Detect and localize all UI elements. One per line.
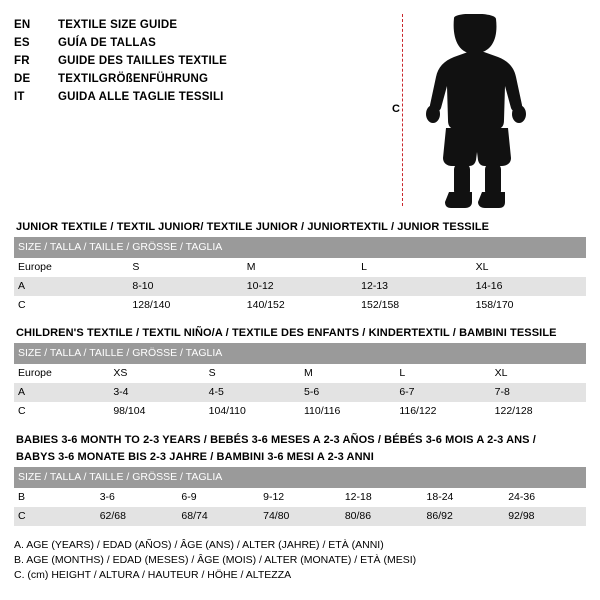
language-code: DE [14, 73, 31, 85]
section-childrens-textile [14, 327, 586, 421]
table-row [14, 402, 586, 421]
table-header-label: SIZE / TALLA / TAILLE / GRÖSSE / TAGLIA [14, 237, 586, 258]
height-measure-label: C [392, 103, 400, 115]
legend-item-age-years: A. AGE (YEARS) / EDAD (AÑOS) / ÂGE (ANS) / ALTER (JAHRE) / ETÀ (ANNI) [14, 539, 384, 551]
table-header-label: SIZE / TALLA / TAILLE / GRÖSSE / TAGLIA [14, 467, 586, 488]
section-junior-textile [14, 221, 586, 315]
row-label: A [14, 383, 109, 402]
cell: 110/116 [300, 402, 395, 421]
cell: 8-10 [128, 277, 242, 296]
language-code: IT [14, 91, 25, 103]
legend-item-age-months: B. AGE (MONTHS) / EDAD (MESES) / ÂGE (MOIS) / ALTER (MONATE) / ETÀ (MESI) [14, 554, 417, 566]
section-title: JUNIOR TEXTILE / TEXTIL JUNIOR/ TEXTILE JUNIOR / JUNIORTEXTIL / JUNIOR TESSILE [16, 221, 490, 233]
height-measure-dashed-line [402, 14, 403, 206]
language-code: FR [14, 55, 30, 67]
table-header-row [14, 237, 586, 258]
section-title-line-1: BABIES 3-6 MONTH TO 2-3 YEARS / BEBÉS 3-6 MESES A 2-3 AÑOS / BÉBÉS 3-6 MOIS A 2-3 ANS / [16, 434, 536, 446]
table-row [14, 383, 586, 402]
language-title: TEXTILGRÖßENFÜHRUNG [58, 73, 209, 85]
language-title: GUIDA ALLE TAGLIE TESSILI [58, 91, 224, 103]
cell: 98/104 [109, 402, 204, 421]
cell: 122/128 [491, 402, 586, 421]
table-row [14, 507, 586, 526]
cell: 6-7 [395, 383, 490, 402]
section-title: CHILDREN'S TEXTILE / TEXTIL NIÑO/A / TEXTILE DES ENFANTS / KINDERTEXTIL / BAMBINI TESSILE [16, 327, 557, 339]
language-code: EN [14, 19, 31, 31]
cell: 3-6 [96, 488, 178, 507]
cell: 12-18 [341, 488, 423, 507]
language-title-list [14, 14, 227, 106]
header [14, 14, 586, 209]
cell: 24-36 [504, 488, 586, 507]
size-tables [14, 221, 586, 526]
table-row [14, 364, 586, 383]
table-row [14, 277, 586, 296]
toddler-silhouette-icon [418, 14, 538, 209]
cell: L [357, 258, 471, 277]
cell: 62/68 [96, 507, 178, 526]
language-title: TEXTILE SIZE GUIDE [58, 19, 178, 31]
row-label: C [14, 296, 128, 315]
section-title-line-2: BABYS 3-6 MONATE BIS 2-3 JAHRE / BAMBINI 3-6 MESI A 2-3 ANNI [16, 451, 374, 463]
cell: XL [472, 258, 586, 277]
table-row [14, 488, 586, 507]
junior-size-table [14, 237, 586, 315]
cell: 5-6 [300, 383, 395, 402]
language-code: ES [14, 37, 30, 49]
cell: 9-12 [259, 488, 341, 507]
cell: 140/152 [243, 296, 357, 315]
cell: 104/110 [205, 402, 300, 421]
cell: 68/74 [177, 507, 259, 526]
cell: XL [491, 364, 586, 383]
cell: XS [109, 364, 204, 383]
language-row [14, 70, 227, 88]
language-title: GUIDE DES TAILLES TEXTILE [58, 55, 227, 67]
cell: 158/170 [472, 296, 586, 315]
language-row [14, 52, 227, 70]
table-row [14, 258, 586, 277]
cell: 86/92 [423, 507, 505, 526]
children-size-table [14, 343, 586, 421]
cell: S [128, 258, 242, 277]
cell: 10-12 [243, 277, 357, 296]
language-title: GUÍA DE TALLAS [58, 37, 156, 49]
cell: 92/98 [504, 507, 586, 526]
cell: 116/122 [395, 402, 490, 421]
cell: 152/158 [357, 296, 471, 315]
row-label: Europe [14, 258, 128, 277]
cell: 4-5 [205, 383, 300, 402]
cell: L [395, 364, 490, 383]
cell: M [243, 258, 357, 277]
table-row [14, 296, 586, 315]
language-row [14, 88, 227, 106]
babies-size-table [14, 467, 586, 526]
table-header-label: SIZE / TALLA / TAILLE / GRÖSSE / TAGLIA [14, 343, 586, 364]
row-label: C [14, 402, 109, 421]
cell: 7-8 [491, 383, 586, 402]
table-header-row [14, 343, 586, 364]
cell: 18-24 [423, 488, 505, 507]
row-label: A [14, 277, 128, 296]
cell: 6-9 [177, 488, 259, 507]
row-label: Europe [14, 364, 109, 383]
table-header-row [14, 467, 586, 488]
cell: 3-4 [109, 383, 204, 402]
legend-item-height: C. (cm) HEIGHT / ALTURA / HAUTEUR / HÖHE / ALTEZZA [14, 569, 292, 581]
cell: 128/140 [128, 296, 242, 315]
language-row [14, 34, 227, 52]
row-label: B [14, 488, 96, 507]
cell: 74/80 [259, 507, 341, 526]
cell: 80/86 [341, 507, 423, 526]
child-figure-diagram [384, 14, 564, 209]
cell: 14-16 [472, 277, 586, 296]
cell: M [300, 364, 395, 383]
section-babies-textile [14, 433, 586, 526]
cell: S [205, 364, 300, 383]
row-label: C [14, 507, 96, 526]
legend [14, 538, 586, 583]
cell: 12-13 [357, 277, 471, 296]
language-row [14, 16, 227, 34]
